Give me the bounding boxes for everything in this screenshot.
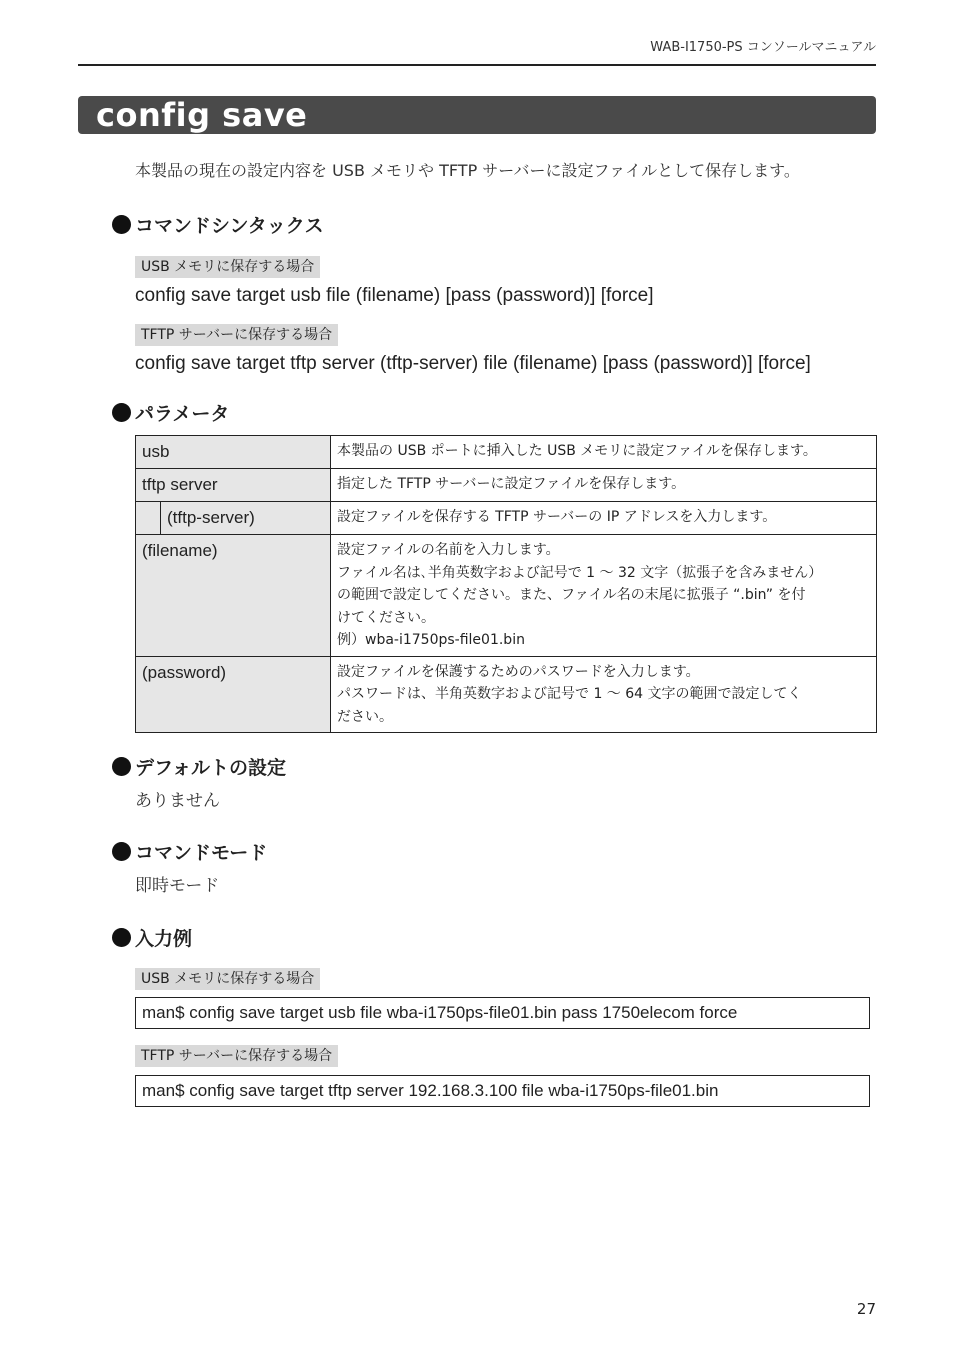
- bullet-icon: [112, 215, 131, 234]
- param-name: (filename): [136, 535, 331, 657]
- syntax-heading-text: コマンドシンタックス: [135, 215, 324, 237]
- bullet-icon: [112, 757, 131, 776]
- description-line: 指定した TFTP サーバーに設定ファイルを保存します。: [337, 476, 686, 492]
- table-row: [136, 535, 877, 657]
- description-line: ださい。: [337, 708, 393, 725]
- param-name: usb: [136, 436, 331, 469]
- parameters-table: [135, 435, 877, 733]
- table-row: [136, 436, 877, 469]
- page-title: config save: [96, 96, 308, 134]
- page-number: 27: [856, 1300, 876, 1318]
- description-line: けてください。: [337, 609, 435, 626]
- bullet-icon: [112, 928, 131, 947]
- param-description: [331, 535, 877, 657]
- table-row: [136, 469, 877, 502]
- param-description: [331, 436, 877, 469]
- description-line: 本製品の USB ポートに挿入した USB メモリに設定ファイルを保存します。: [337, 443, 817, 459]
- usb-example-label: USB メモリに保存する場合: [135, 968, 320, 990]
- tftp-syntax-label: TFTP サーバーに保存する場合: [135, 324, 338, 346]
- param-name: (tftp-server): [161, 502, 331, 535]
- default-heading: [112, 753, 286, 780]
- tftp-example-label: TFTP サーバーに保存する場合: [135, 1045, 338, 1067]
- mode-heading-text: コマンドモード: [135, 842, 268, 864]
- description-line: ファイル名は､半角英数字および記号で 1 〜 32 文字（拡張子を含みません）: [337, 564, 823, 581]
- mode-heading: [112, 838, 267, 865]
- bullet-icon: [112, 403, 131, 422]
- manual-title: WAB-I1750-PS コンソールマニュアル: [650, 40, 876, 55]
- param-description: [331, 656, 877, 733]
- parameters-heading-text: パラメータ: [135, 403, 230, 425]
- description-line: の範囲で設定してください。また、ファイル名の末尾に拡張子 “.bin” を付: [337, 587, 806, 603]
- table-row: [136, 502, 877, 535]
- param-description: [331, 469, 877, 502]
- page-title-bar: [78, 96, 876, 134]
- header-divider: [78, 64, 876, 66]
- table-row: [136, 656, 877, 733]
- tftp-syntax-command: config save target tftp server (tftp-server) file (filename) [pass (password)] [force]: [135, 353, 811, 374]
- usb-syntax-label: USB メモリに保存する場合: [135, 256, 320, 278]
- usb-example-command: man$ config save target usb file wba-i1750ps-file01.bin pass 1750elecom force: [135, 997, 870, 1029]
- description-line: 例）wba-i1750ps-file01.bin: [337, 632, 525, 648]
- param-description: [331, 502, 877, 535]
- indent-cell: [136, 502, 161, 535]
- description-line: 設定ファイルを保護するためのパスワードを入力します。: [337, 663, 700, 680]
- mode-value: 即時モード: [135, 876, 220, 896]
- default-heading-text: デフォルトの設定: [135, 757, 287, 779]
- usb-syntax-command: config save target usb file (filename) [pass (password)] [force]: [135, 285, 654, 306]
- tftp-example-command: man$ config save target tftp server 192.168.3.100 file wba-i1750ps-file01.bin: [135, 1075, 870, 1107]
- description-line: 設定ファイルを保存する TFTP サーバーの IP アドレスを入力します。: [337, 509, 777, 525]
- intro-text: 本製品の現在の設定内容を USB メモリや TFTP サーバーに設定ファイルとして保存します。: [135, 161, 800, 180]
- syntax-heading: [112, 211, 324, 238]
- example-heading: [112, 924, 192, 951]
- param-name: tftp server: [136, 469, 331, 502]
- description-line: 設定ファイルの名前を入力します。: [337, 542, 560, 558]
- param-name: (password): [136, 656, 331, 733]
- description-line: パスワードは、半角英数字および記号で 1 〜 64 文字の範囲で設定してく: [337, 686, 802, 702]
- example-heading-text: 入力例: [135, 928, 193, 950]
- parameters-heading: [112, 399, 229, 426]
- bullet-icon: [112, 842, 131, 861]
- default-value: ありません: [135, 791, 220, 811]
